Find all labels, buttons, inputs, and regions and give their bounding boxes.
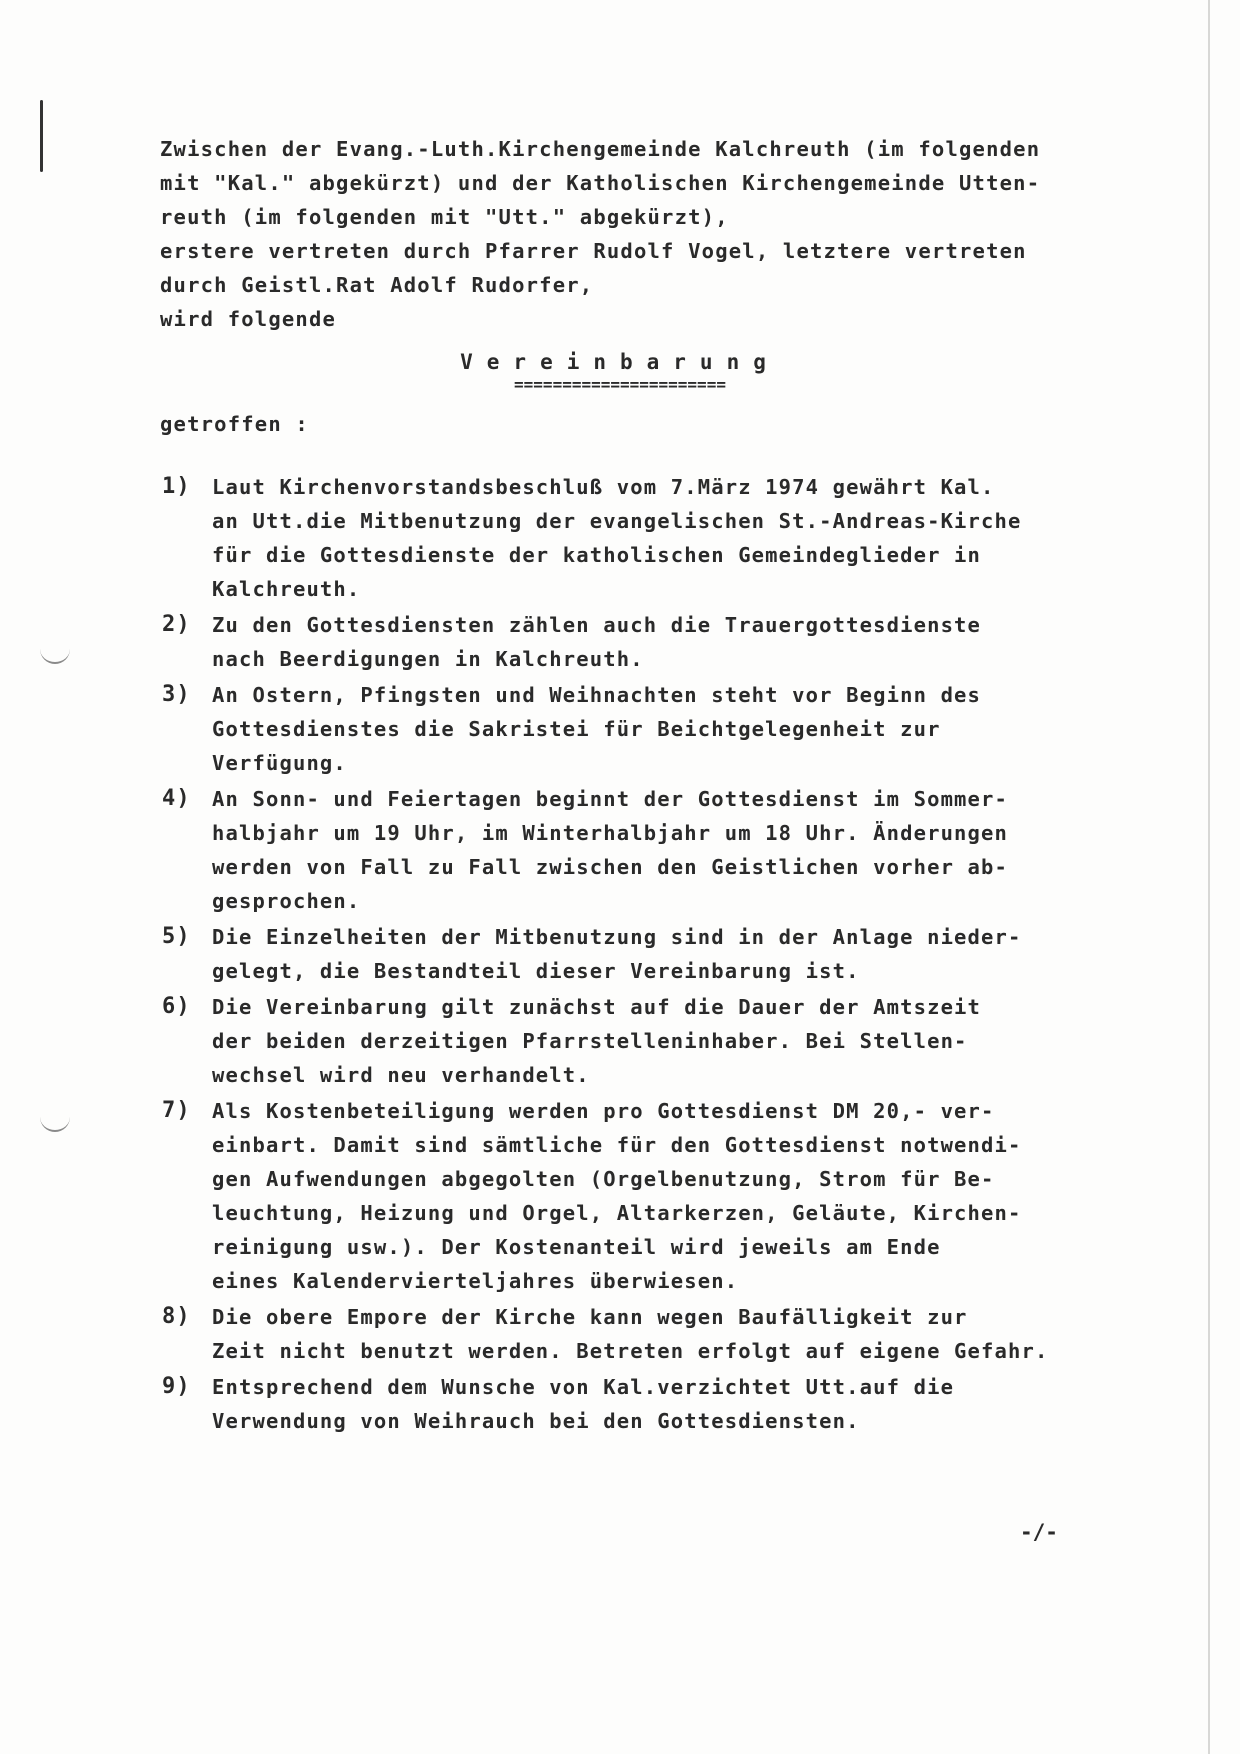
item-number: 6) — [162, 994, 191, 1019]
title-underline: ====================== — [514, 375, 726, 394]
item-line: gesprochen. — [212, 889, 361, 913]
item-line: leuchtung, Heizung und Orgel, Altarkerzen, Geläute, Kirchen- — [212, 1201, 1022, 1225]
item-line: reinigung usw.). Der Kostenanteil wird jeweils am Ende — [212, 1235, 941, 1259]
item-text — [212, 608, 1142, 676]
item-text — [212, 782, 1142, 918]
list-item — [162, 782, 1142, 918]
item-line: Die Vereinbarung gilt zunächst auf die Dauer der Amtszeit — [212, 995, 982, 1019]
intro-paragraph — [160, 132, 1150, 336]
intro-line: durch Geistl.Rat Adolf Rudorfer, — [160, 273, 594, 297]
item-line: Verwendung von Weihrauch bei den Gottesdiensten. — [212, 1409, 860, 1433]
item-line: Kalchreuth. — [212, 577, 361, 601]
list-item — [162, 678, 1142, 780]
punch-hole-top — [40, 640, 70, 664]
list-item — [162, 470, 1142, 606]
list-item — [162, 920, 1142, 988]
list-item — [162, 1094, 1142, 1298]
item-line: halbjahr um 19 Uhr, im Winterhalbjahr um 18 Uhr. Änderungen — [212, 821, 1009, 845]
list-item — [162, 1370, 1142, 1438]
item-line: wechsel wird neu verhandelt. — [212, 1063, 590, 1087]
item-number: 3) — [162, 682, 191, 707]
item-number: 2) — [162, 612, 191, 637]
item-line: für die Gottesdienste der katholischen Gemeindeglieder in — [212, 543, 982, 567]
item-line: An Ostern, Pfingsten und Weihnachten steht vor Beginn des — [212, 683, 982, 707]
item-line: Die Einzelheiten der Mitbenutzung sind in der Anlage nieder- — [212, 925, 1022, 949]
item-text — [212, 678, 1142, 780]
item-line: einbart. Damit sind sämtliche für den Gottesdienst notwendi- — [212, 1133, 1022, 1157]
item-line: der beiden derzeitigen Pfarrstelleninhaber. Bei Stellen- — [212, 1029, 968, 1053]
document-title-block — [440, 350, 800, 394]
item-line: Laut Kirchenvorstandsbeschluß vom 7.März 1974 gewährt Kal. — [212, 475, 995, 499]
item-text — [212, 1370, 1142, 1438]
intro-line: Zwischen der Evang.-Luth.Kirchengemeinde Kalchreuth (im folgenden — [160, 137, 1041, 161]
item-line: Als Kostenbeteiligung werden pro Gottesdienst DM 20,- ver- — [212, 1099, 995, 1123]
item-text — [212, 1094, 1142, 1298]
item-text — [212, 920, 1142, 988]
item-line: Zu den Gottesdiensten zählen auch die Trauergottesdienste — [212, 613, 982, 637]
intro-line: wird folgende — [160, 307, 337, 331]
item-line: Zeit nicht benutzt werden. Betreten erfolgt auf eigene Gefahr. — [212, 1339, 1049, 1363]
intro-line: mit "Kal." abgekürzt) und der Katholischen Kirchengemeinde Utten- — [160, 171, 1041, 195]
item-number: 1) — [162, 474, 191, 499]
intro-line: reuth (im folgenden mit "Utt." abgekürzt), — [160, 205, 729, 229]
punch-hole-bottom — [40, 1108, 70, 1132]
item-line: gelegt, die Bestandteil dieser Vereinbarung ist. — [212, 959, 860, 983]
item-line: Entsprechend dem Wunsche von Kal.verzichtet Utt.auf die — [212, 1375, 955, 1399]
item-line: Die obere Empore der Kirche kann wegen Baufälligkeit zur — [212, 1305, 968, 1329]
closing-word: getroffen : — [160, 412, 309, 436]
item-line: nach Beerdigungen in Kalchreuth. — [212, 647, 644, 671]
item-number: 4) — [162, 786, 191, 811]
list-item — [162, 608, 1142, 676]
item-line: Verfügung. — [212, 751, 347, 775]
item-line: gen Aufwendungen abgegolten (Orgelbenutzung, Strom für Be- — [212, 1167, 995, 1191]
page-edge-shadow — [1208, 0, 1210, 1754]
item-number: 8) — [162, 1304, 191, 1329]
intro-line: erstere vertreten durch Pfarrer Rudolf Vogel, letztere vertreten — [160, 239, 1027, 263]
list-item — [162, 990, 1142, 1092]
margin-pen-mark — [40, 100, 43, 172]
item-line: an Utt.die Mitbenutzung der evangelischen St.-Andreas-Kirche — [212, 509, 1022, 533]
item-number: 7) — [162, 1098, 191, 1123]
item-text — [212, 470, 1142, 606]
item-line: eines Kalendervierteljahres überwiesen. — [212, 1269, 739, 1293]
list-item — [162, 1300, 1142, 1368]
document-title: Vereinbarung — [460, 350, 780, 374]
item-text — [212, 1300, 1142, 1368]
item-number: 5) — [162, 924, 191, 949]
agreement-items-list — [162, 470, 1142, 1440]
item-line: Gottesdienstes die Sakristei für Beichtgelegenheit zur — [212, 717, 941, 741]
item-number: 9) — [162, 1374, 191, 1399]
item-text — [212, 990, 1142, 1092]
item-line: werden von Fall zu Fall zwischen den Geistlichen vorher ab- — [212, 855, 1009, 879]
item-line: An Sonn- und Feiertagen beginnt der Gottesdienst im Sommer- — [212, 787, 1009, 811]
page-continuation-mark: -/- — [1020, 1520, 1058, 1544]
